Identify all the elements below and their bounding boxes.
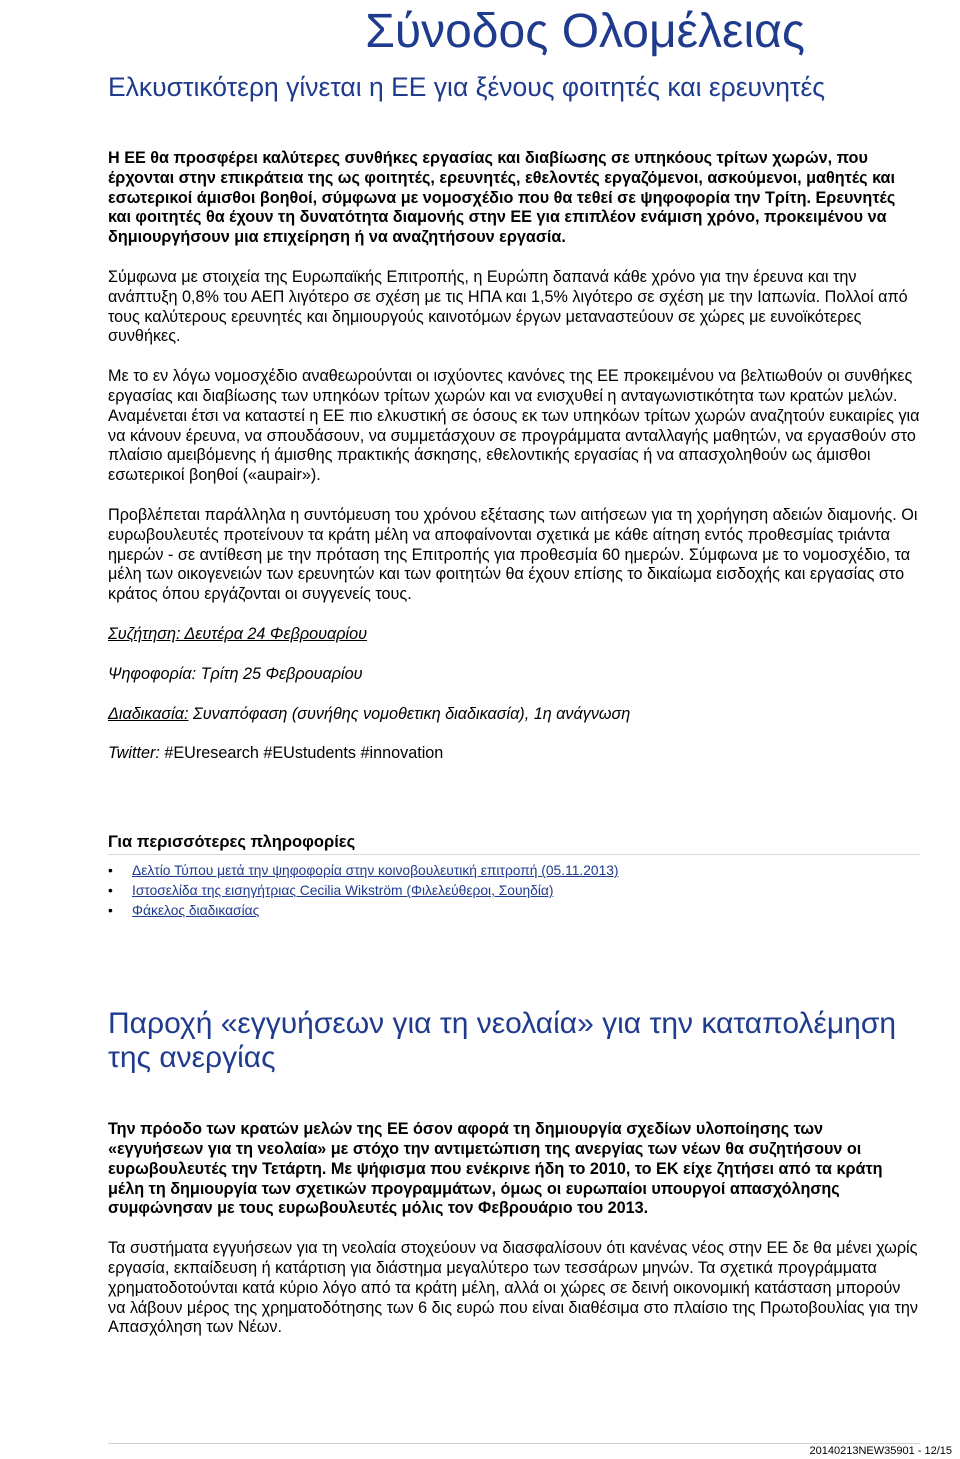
press-release-link[interactable]: Δελτίο Τύπου μετά την ψηφοφορία στην κοινοβουλευτική επιτροπή (05.11.2013)	[132, 863, 619, 879]
procedure-file-link[interactable]: Φάκελος διαδικασίας	[132, 903, 260, 919]
debate-date	[108, 625, 920, 645]
body-paragraph: Με το εν λόγω νομοσχέδιο αναθεωρούνται οι ισχύοντες κανόνες της ΕΕ προκειμένου να βελτιωθούν οι συνθήκες εργασίας και διαβίωσης των υπηκόων τρίτων χωρών και να ενισχυθεί η ανταγωνιστικότητα των κρατών μελών. Αναμένεται έτσι να καταστεί η ΕΕ πιο ελκυστική σε όσους εκ των υπηκόων τρίτων χωρών αναζητούν ευκαιρίες για να κάνουν έρευνα, να σπουδάσουν, να συμμετάσχουν σε προγράμματα ανταλλαγής μαθητών, να εργασθούν στο πλαίσιο αμειβόμενης ή άμισθης πρακτικής άσκησης, εθελοντικής εργασίας ή να απασχοληθούν ως άμισθοι εσωτερικοί βοηθοί («aupair»).	[108, 367, 920, 485]
vote-date	[108, 665, 920, 685]
body-paragraph: Τα συστήματα εγγυήσεων για τη νεολαία στοχεύουν να διασφαλίσουν ότι κανένας νέος στην ΕΕ δε θα μένει χωρίς εργασία, εκπαίδευση ή κατάρτιση για διάστημα μεγαλύτερο των τεσσάρων μηνών. Τα σχετικά προγράμματα χρηματοδοτούνται κατά κύριο λόγο από τα κράτη μέλη, αλλά οι χώρες σε δεινή οικονομική κατάσταση μπορούν να λάβουν μέρος της χρηματοδότησης των 6 δις ευρώ που είναι διαθέσιμα στο πλαίσιο της Πρωτοβουλίας για την Απασχόληση των Νέων.	[108, 1239, 918, 1337]
article-section-foreign-students	[108, 70, 920, 921]
more-info-links	[108, 861, 920, 921]
lead-paragraph: Την πρόοδο των κρατών μελών της ΕΕ όσον αφορά τη δημιουργία σχεδίων υλοποίησης των «εγγυήσεων για τη νεολαία» με στόχο την αντιμετώπιση της ανεργίας των νέων θα συζητήσουν οι ευρωβουλευτές την Τετάρτη. Με ψήφισμα που ενέκρινε ήδη το 2010, το ΕΚ είχε ζητήσει από τα κράτη μέλη τη δημιουργία των σχετικών προγραμμάτων, όμως οι ευρωπαίοι υπουργοί απασχόλησης συμφώνησαν με τους ευρωβουλευτές μόλις τον Φεβρουάριο του 2013.	[108, 1120, 883, 1218]
article-content	[108, 70, 920, 1338]
page-title: Σύνοδος Ολομέλειας	[365, 5, 805, 58]
list-item	[108, 881, 920, 901]
article-section-youth-guarantee	[108, 1007, 920, 1338]
footer-page-code: 20140213NEW35901 - 12/15	[809, 1445, 952, 1457]
twitter-label: Twitter:	[108, 744, 160, 763]
twitter-hashtags: #EUresearch #EUstudents #innovation	[159, 744, 444, 763]
body-paragraph: Προβλέπεται παράλληλα η συντόμευση του χρόνου εξέτασης των αιτήσεων για τη χορήγηση αδειών διαμονής. Οι ευρωβουλευτές προτείνουν τα κράτη μέλη να αποφαίνονται σχετικά με κάθε αίτηση εντός προθεσμίας τριάντα ημερών - σε αντίθεση με την πρόταση της Επιτροπής για προθεσμία 60 ημερών. Σύμφωνα με το νομοσχέδιο, τα μέλη των οικογενειών των ερευνητών και των φοιτητών θα έχουν επίσης το δικαίωμα εισδοχής και εργασίας στο κράτος όπου εργάζονται οι συγγενείς τους.	[108, 505, 918, 604]
procedure-label: Διαδικασία:	[108, 704, 189, 723]
more-info-title: Για περισσότερες πληροφορίες	[108, 832, 920, 855]
bullet-icon: •	[108, 863, 113, 879]
section-heading: Ελκυστικότερη γίνεται η ΕΕ για ξένους φοιτητές και ερευνητές	[108, 72, 826, 102]
debate-value: Δευτέρα 24 Φεβρουαρίου	[180, 624, 368, 643]
rapporteur-page-link[interactable]: Ιστοσελίδα της εισηγήτριας Cecilia Wikström (Φιλελεύθεροι, Σουηδία)	[132, 883, 554, 899]
procedure-info	[108, 705, 920, 725]
vote-value: Τρίτη 25 Φεβρουαρίου	[196, 664, 363, 683]
footer-divider	[108, 1443, 920, 1444]
vote-label: Ψηφοφορία:	[108, 664, 197, 683]
bullet-icon: •	[108, 883, 113, 899]
debate-label: Συζήτηση:	[108, 624, 181, 643]
section-heading: Παροχή «εγγυήσεων για τη νεολαία» για την καταπολέμηση της ανεργίας	[108, 1007, 897, 1075]
lead-paragraph: Η ΕΕ θα προσφέρει καλύτερες συνθήκες εργασίας και διαβίωσης σε υπηκόους τρίτων χωρών, που έρχονται στην επικράτεια της ως φοιτητές, ερευνητές, εθελοντές εργαζόμενοι, ασκούμενοι, μαθητές και εσωτερικοί άμισθοι βοηθοί, σύμφωνα με νομοσχέδιο που θα τεθεί σε ψηφοφορία την Τρίτη. Ερευνητές και φοιτητές θα έχουν τη δυνατότητα διαμονής στην ΕΕ για επιπλέον ενάμιση χρόνο, προκειμένου να δημιουργήσουν μια επιχείρηση ή να αναζητήσουν εργασία.	[108, 149, 896, 247]
list-item	[108, 861, 920, 881]
list-item	[108, 901, 920, 921]
body-paragraph: Σύμφωνα με στοιχεία της Ευρωπαϊκής Επιτροπής, η Ευρώπη δαπανά κάθε χρόνο για την έρευνα και την ανάπτυξη 0,8% του ΑΕΠ λιγότερο σε σχέση με τις ΗΠΑ και 1,5% λιγότερο σε σχέση με την Ιαπωνία. Πολλοί από τους καλύτερους ερευνητές και δημιουργούς καινοτόμων έργων μεταναστεύουν σε χώρες με ευνοϊκότερες συνθήκες.	[108, 267, 908, 346]
bullet-icon: •	[108, 903, 113, 919]
twitter-info	[108, 744, 920, 764]
procedure-value: Συναπόφαση (συνήθης νομοθετικη διαδικασία), 1η ανάγνωση	[188, 704, 631, 723]
